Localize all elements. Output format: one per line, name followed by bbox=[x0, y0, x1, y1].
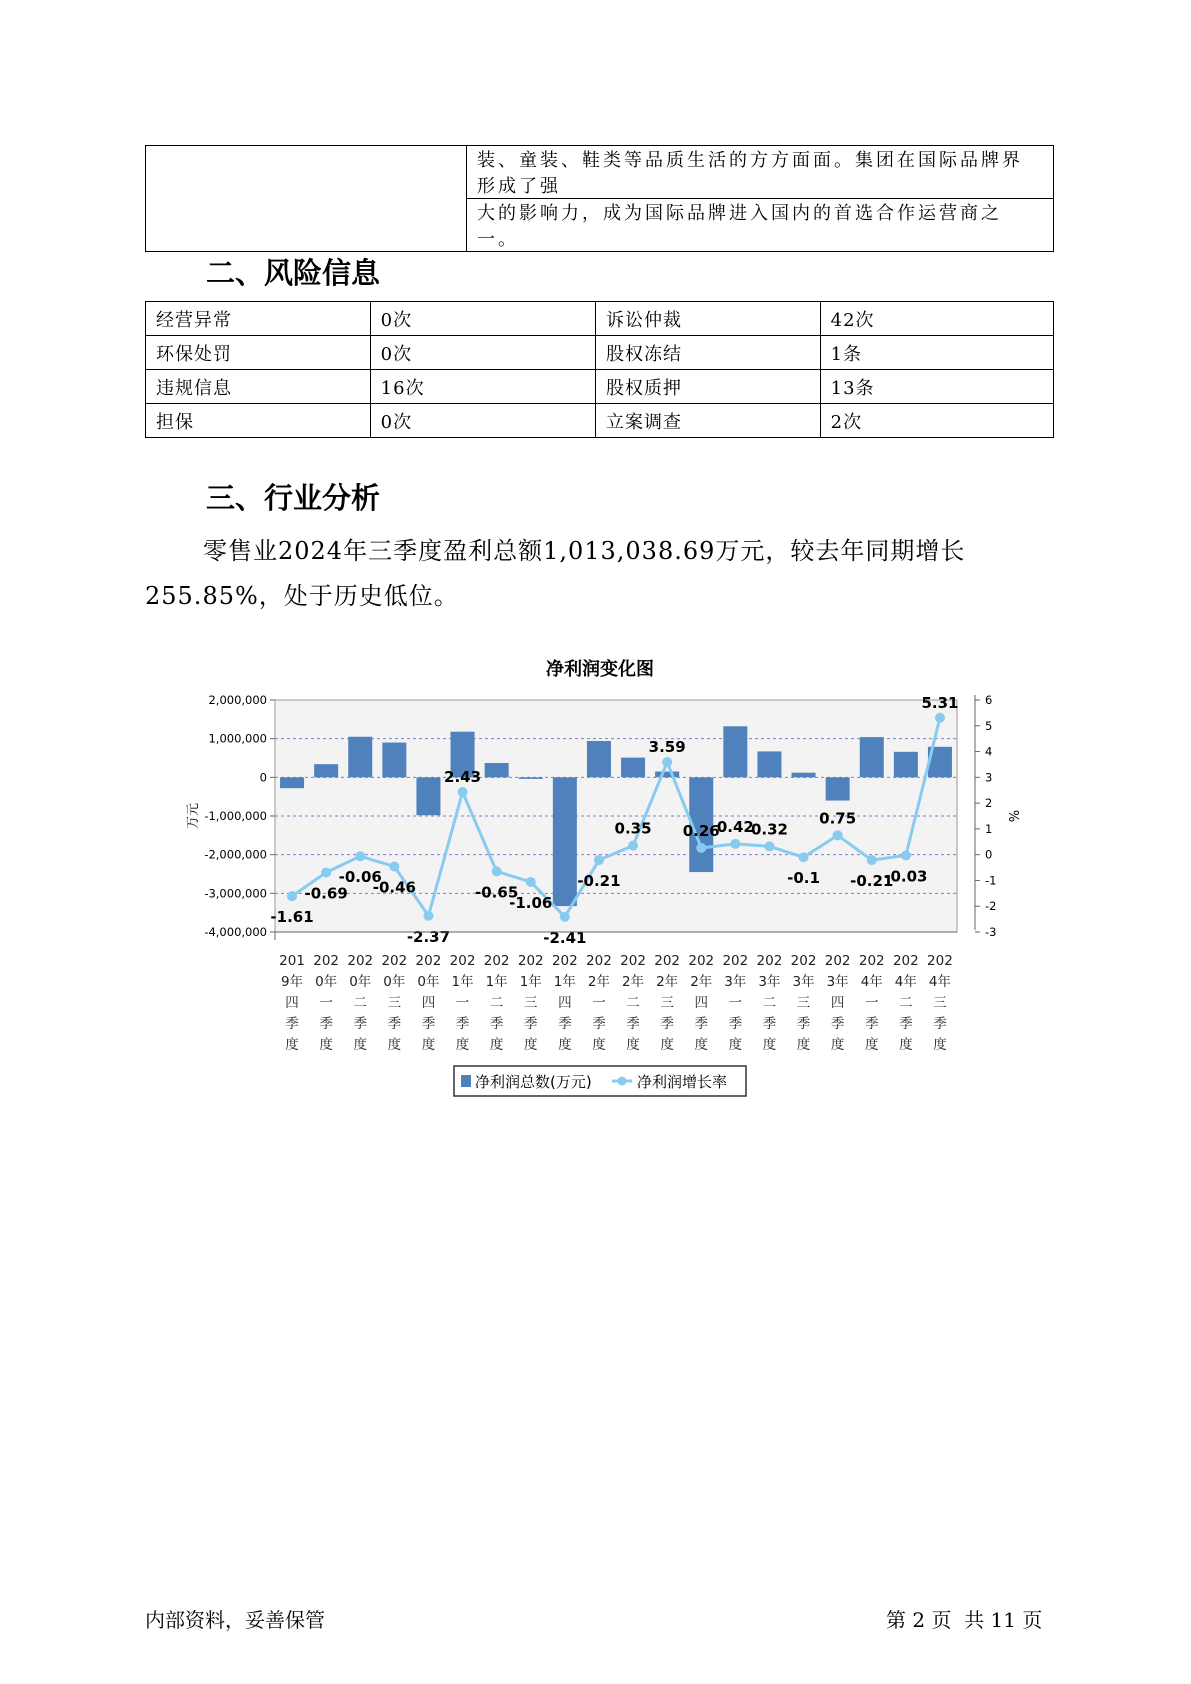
x-tick-label: 度 bbox=[865, 1037, 879, 1053]
x-tick-label: 度 bbox=[694, 1037, 708, 1053]
bar bbox=[519, 777, 543, 779]
x-tick-label: 202 bbox=[586, 953, 612, 969]
intro-line-1: 装、童装、鞋类等品质生活的方方面面。集团在国际品牌界形成了强 bbox=[467, 146, 1054, 199]
right-axis-label: % bbox=[1005, 809, 1020, 823]
x-tick-label: 季 bbox=[421, 1016, 436, 1032]
bar bbox=[757, 751, 781, 777]
x-tick-label: 1年 bbox=[451, 974, 474, 990]
x-tick-label: 三 bbox=[387, 995, 402, 1011]
legend-bar-swatch bbox=[461, 1075, 471, 1087]
right-tick-label: 5 bbox=[985, 718, 993, 733]
risk-value: 0次 bbox=[370, 404, 595, 438]
x-axis bbox=[275, 932, 957, 1053]
left-tick-label: -1,000,000 bbox=[204, 809, 267, 823]
x-tick-label: 0年 bbox=[315, 974, 338, 990]
x-tick-label: 度 bbox=[728, 1037, 743, 1053]
risk-row bbox=[146, 370, 1054, 404]
risk-value: 42次 bbox=[820, 302, 1053, 336]
x-tick-label: 202 bbox=[415, 953, 442, 969]
x-tick-label: 度 bbox=[796, 1037, 811, 1053]
x-tick-label: 度 bbox=[489, 1037, 504, 1053]
risk-row bbox=[146, 404, 1054, 438]
growth-point bbox=[628, 841, 638, 851]
x-tick-label: 202 bbox=[551, 953, 578, 969]
x-tick-label: 202 bbox=[313, 953, 340, 969]
risk-label: 股权质押 bbox=[595, 370, 820, 404]
growth-label: 0.32 bbox=[750, 820, 788, 839]
x-tick-label: 2年 bbox=[587, 974, 610, 990]
right-tick-label: -3 bbox=[985, 925, 997, 939]
x-tick-label: 201 bbox=[279, 953, 305, 969]
x-tick-label: 202 bbox=[858, 953, 885, 969]
growth-point bbox=[696, 843, 706, 853]
risk-label: 经营异常 bbox=[146, 302, 371, 336]
x-tick-label: 季 bbox=[694, 1016, 708, 1032]
x-tick-label: 度 bbox=[319, 1037, 333, 1053]
x-tick-label: 202 bbox=[927, 953, 953, 969]
bar bbox=[723, 726, 747, 777]
x-tick-label: 度 bbox=[421, 1037, 436, 1053]
growth-point bbox=[321, 867, 331, 877]
x-tick-label: 度 bbox=[592, 1037, 606, 1053]
x-tick-label: 0年 bbox=[417, 974, 440, 990]
x-tick-label: 三 bbox=[660, 995, 674, 1011]
right-tick-label: 6 bbox=[985, 693, 993, 707]
x-tick-label: 度 bbox=[524, 1037, 538, 1053]
risk-label: 环保处罚 bbox=[146, 336, 371, 370]
x-tick-label: 季 bbox=[933, 1016, 947, 1032]
x-tick-label: 季 bbox=[319, 1016, 333, 1032]
growth-label: -0.69 bbox=[304, 884, 348, 903]
x-tick-label: 2年 bbox=[656, 974, 679, 990]
x-tick-label: 季 bbox=[489, 1016, 504, 1032]
legend-line-label: 净利润增长率 bbox=[637, 1073, 728, 1091]
chart-title: 净利润变化图 bbox=[546, 659, 654, 680]
bar bbox=[553, 777, 577, 906]
footer-right: 第 2 页 共 11 页 bbox=[886, 1608, 1043, 1632]
x-tick-label: 三 bbox=[933, 995, 947, 1011]
risk-value: 2次 bbox=[820, 404, 1053, 438]
growth-point bbox=[764, 841, 774, 851]
x-tick-label: 季 bbox=[865, 1016, 879, 1032]
x-tick-label: 2年 bbox=[690, 974, 713, 990]
left-tick-label: 1,000,000 bbox=[208, 731, 267, 746]
growth-label: 0.26 bbox=[682, 821, 720, 840]
left-tick-label: -3,000,000 bbox=[204, 886, 267, 901]
growth-label: -0.21 bbox=[577, 872, 621, 891]
growth-point bbox=[594, 855, 604, 865]
growth-point bbox=[526, 877, 536, 887]
growth-point bbox=[287, 891, 297, 901]
risk-value: 13条 bbox=[820, 370, 1053, 404]
x-tick-label: 度 bbox=[762, 1037, 777, 1053]
x-tick-label: 4年 bbox=[860, 974, 883, 990]
x-tick-label: 度 bbox=[455, 1037, 470, 1053]
bar bbox=[416, 777, 440, 815]
risk-table bbox=[145, 301, 1054, 438]
section3-title: 三、行业分析 bbox=[206, 481, 381, 515]
x-tick-label: 202 bbox=[381, 953, 408, 969]
x-tick-label: 度 bbox=[933, 1037, 947, 1053]
right-tick-label: 0 bbox=[985, 847, 993, 862]
x-tick-label: 季 bbox=[524, 1016, 538, 1032]
x-tick-label: 二 bbox=[626, 995, 640, 1011]
right-tick-label: -1 bbox=[985, 873, 997, 888]
x-tick-label: 二 bbox=[489, 995, 504, 1011]
growth-label: 2.43 bbox=[444, 768, 482, 787]
x-tick-label: 一 bbox=[592, 995, 606, 1011]
x-tick-label: 季 bbox=[455, 1016, 470, 1032]
x-tick-label: 季 bbox=[660, 1016, 674, 1032]
right-axis bbox=[975, 693, 996, 939]
left-tick-label: -4,000,000 bbox=[204, 925, 267, 939]
risk-label: 担保 bbox=[146, 404, 371, 438]
bar bbox=[826, 777, 850, 800]
growth-point bbox=[560, 912, 570, 922]
risk-label: 股权冻结 bbox=[595, 336, 820, 370]
growth-label: 5.31 bbox=[921, 693, 959, 712]
growth-point bbox=[935, 713, 945, 723]
x-tick-label: 202 bbox=[620, 953, 646, 969]
growth-point bbox=[458, 787, 468, 797]
x-tick-label: 202 bbox=[483, 953, 510, 969]
x-tick-label: 季 bbox=[387, 1016, 402, 1032]
risk-label: 诉讼仲裁 bbox=[595, 302, 820, 336]
x-tick-label: 202 bbox=[688, 953, 715, 969]
x-tick-label: 三 bbox=[524, 995, 538, 1011]
x-tick-label: 季 bbox=[728, 1016, 743, 1032]
x-tick-label: 202 bbox=[756, 953, 783, 969]
paragraph-line-2: 255.85%，处于历史低位。 bbox=[145, 582, 459, 610]
left-tick-label: -2,000,000 bbox=[204, 847, 267, 862]
risk-row bbox=[146, 302, 1054, 336]
right-tick-label: 2 bbox=[985, 796, 993, 811]
growth-point bbox=[901, 850, 911, 860]
x-tick-label: 4年 bbox=[894, 974, 917, 990]
growth-label: -1.61 bbox=[270, 908, 314, 927]
x-tick-label: 季 bbox=[762, 1016, 777, 1032]
x-tick-label: 二 bbox=[762, 995, 777, 1011]
x-tick-label: 一 bbox=[865, 995, 879, 1011]
x-tick-label: 度 bbox=[285, 1037, 299, 1053]
right-tick-label: 1 bbox=[985, 821, 993, 836]
bar bbox=[587, 741, 611, 777]
right-tick-label: -2 bbox=[985, 899, 997, 914]
bar bbox=[485, 763, 509, 777]
right-tick-label: 3 bbox=[985, 770, 993, 785]
left-axis-label: 万元 bbox=[186, 802, 201, 830]
x-tick-label: 202 bbox=[654, 953, 681, 969]
x-tick-label: 季 bbox=[899, 1016, 913, 1032]
x-tick-label: 一 bbox=[728, 995, 743, 1011]
risk-value: 0次 bbox=[370, 302, 595, 336]
growth-label: -1.06 bbox=[509, 893, 553, 912]
x-tick-label: 季 bbox=[353, 1016, 367, 1032]
bar bbox=[280, 777, 304, 788]
x-tick-label: 0年 bbox=[383, 974, 406, 990]
growth-label: 0.35 bbox=[614, 819, 652, 838]
left-axis bbox=[204, 693, 275, 939]
growth-point bbox=[423, 911, 433, 921]
growth-label: -0.21 bbox=[850, 872, 894, 891]
x-tick-label: 202 bbox=[824, 953, 851, 969]
growth-label: 3.59 bbox=[648, 738, 686, 757]
x-tick-label: 1年 bbox=[485, 974, 508, 990]
x-tick-label: 度 bbox=[387, 1037, 402, 1053]
risk-row bbox=[146, 336, 1054, 370]
x-tick-label: 一 bbox=[319, 995, 333, 1011]
x-tick-label: 季 bbox=[285, 1016, 299, 1032]
industry-paragraph bbox=[145, 529, 1065, 619]
x-tick-label: 度 bbox=[830, 1037, 845, 1053]
intro-table bbox=[145, 145, 1054, 252]
growth-point bbox=[389, 862, 399, 872]
growth-label: 0.75 bbox=[819, 809, 857, 828]
x-tick-label: 202 bbox=[722, 953, 749, 969]
x-tick-label: 0年 bbox=[349, 974, 372, 990]
x-tick-label: 季 bbox=[558, 1016, 572, 1032]
right-tick-label: 4 bbox=[985, 744, 993, 759]
growth-point bbox=[799, 852, 809, 862]
x-tick-label: 季 bbox=[796, 1016, 811, 1032]
x-tick-label: 季 bbox=[626, 1016, 640, 1032]
x-tick-label: 度 bbox=[660, 1037, 674, 1053]
x-tick-label: 202 bbox=[449, 953, 476, 969]
net-profit-chart bbox=[0, 640, 1191, 1100]
x-tick-label: 1年 bbox=[553, 974, 576, 990]
x-tick-label: 3年 bbox=[758, 974, 781, 990]
footer-left: 内部资料，妥善保管 bbox=[145, 1608, 325, 1632]
risk-value: 16次 bbox=[370, 370, 595, 404]
bar bbox=[621, 758, 645, 778]
bar bbox=[655, 772, 679, 778]
paragraph-line-1: 零售业2024年三季度盈利总额1,013,038.69万元，较去年同期增长 bbox=[203, 537, 966, 565]
intro-line-2: 大的影响力，成为国际品牌进入国内的首选合作运营商之一。 bbox=[467, 199, 1054, 252]
bar bbox=[382, 743, 406, 778]
x-tick-label: 四 bbox=[421, 995, 436, 1011]
growth-label: 0.42 bbox=[716, 817, 754, 836]
growth-point bbox=[355, 851, 365, 861]
growth-label: -0.65 bbox=[475, 883, 519, 902]
x-tick-label: 4年 bbox=[928, 974, 951, 990]
x-tick-label: 二 bbox=[353, 995, 367, 1011]
growth-point bbox=[662, 757, 672, 767]
growth-label: -2.37 bbox=[406, 927, 451, 946]
x-tick-label: 四 bbox=[285, 995, 299, 1011]
risk-label: 立案调查 bbox=[595, 404, 820, 438]
left-tick-label: 0 bbox=[259, 770, 267, 785]
x-tick-label: 四 bbox=[694, 995, 708, 1011]
growth-label: -0.03 bbox=[884, 867, 928, 886]
x-tick-label: 202 bbox=[790, 953, 817, 969]
x-tick-label: 3年 bbox=[792, 974, 815, 990]
risk-value: 1条 bbox=[820, 336, 1053, 370]
growth-label: -0.06 bbox=[338, 868, 382, 887]
x-tick-label: 202 bbox=[347, 953, 374, 969]
bar bbox=[860, 737, 884, 777]
bar bbox=[792, 773, 816, 778]
x-tick-label: 季 bbox=[592, 1016, 606, 1032]
risk-value: 0次 bbox=[370, 336, 595, 370]
bar bbox=[348, 737, 372, 778]
x-tick-label: 度 bbox=[353, 1037, 367, 1053]
growth-label: -0.1 bbox=[787, 869, 820, 888]
left-tick-label: 2,000,000 bbox=[208, 693, 267, 707]
growth-point bbox=[492, 866, 502, 876]
x-tick-label: 度 bbox=[899, 1037, 913, 1053]
x-tick-label: 季 bbox=[830, 1016, 845, 1032]
risk-label: 违规信息 bbox=[146, 370, 371, 404]
growth-point bbox=[730, 839, 740, 849]
x-tick-label: 二 bbox=[899, 995, 913, 1011]
growth-point bbox=[833, 830, 843, 840]
x-tick-label: 1年 bbox=[519, 974, 542, 990]
x-tick-label: 2年 bbox=[622, 974, 645, 990]
x-tick-label: 三 bbox=[796, 995, 811, 1011]
x-tick-label: 9年 bbox=[281, 974, 304, 990]
x-tick-label: 3年 bbox=[724, 974, 747, 990]
bar bbox=[314, 764, 338, 777]
intro-empty-cell bbox=[146, 146, 467, 252]
x-tick-label: 度 bbox=[558, 1037, 572, 1053]
x-tick-label: 202 bbox=[517, 953, 544, 969]
bar bbox=[894, 752, 918, 778]
legend-line-marker bbox=[618, 1077, 627, 1086]
x-tick-label: 202 bbox=[892, 953, 919, 969]
growth-label: -0.46 bbox=[372, 878, 416, 897]
x-tick-label: 四 bbox=[830, 995, 845, 1011]
section2-title: 二、风险信息 bbox=[206, 256, 381, 290]
x-tick-label: 一 bbox=[455, 995, 470, 1011]
growth-label: -2.41 bbox=[543, 928, 587, 947]
x-tick-label: 3年 bbox=[826, 974, 849, 990]
legend-bar-label: 净利润总数(万元) bbox=[475, 1073, 592, 1091]
x-tick-label: 四 bbox=[558, 995, 572, 1011]
x-tick-label: 度 bbox=[626, 1037, 640, 1053]
growth-point bbox=[867, 855, 877, 865]
